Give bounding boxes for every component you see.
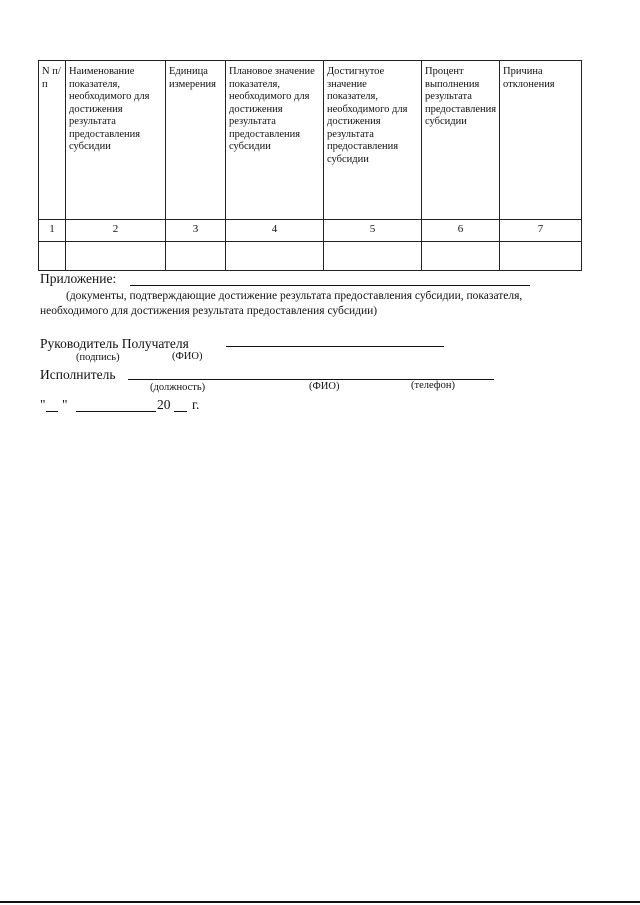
executor-fio-caption: (ФИО) [309,381,340,392]
table-cell [422,242,500,271]
header-cell-indicator-name: Наименование показателя, необходимого для достижения результата предоставления субсидии [66,61,166,220]
header-cell-unit: Единица измерения [166,61,226,220]
head-label: Руководитель Получателя [40,336,189,351]
date-quote-open: " [40,397,46,412]
appendix-fill-line [130,285,530,286]
column-number: 5 [324,220,422,242]
table-cell [166,242,226,271]
header-cell-reason: Причина отклонения [500,61,582,220]
appendix-note-line-1: (документы, подтверждающие достижение результата предоставления субсидии, показателя, [66,290,523,302]
column-number: 3 [166,220,226,242]
date-year-suffix: г. [192,397,200,412]
table-header-row [39,61,582,220]
column-number: 7 [500,220,582,242]
date-year-line [174,411,187,412]
page-bottom-border [0,901,640,903]
report-table [38,60,582,271]
executor-position-caption: (должность) [150,382,206,393]
column-number: 6 [422,220,500,242]
appendix-label: Приложение: [40,271,117,286]
date-year-prefix: 20 [157,397,171,412]
column-number: 1 [39,220,66,242]
table-cell [66,242,166,271]
date-quote-close: " [62,397,68,412]
header-cell-achieved-value: Достигнутое значение показателя, необходимого для достижения результата предоставления субсидии [324,61,422,220]
header-cell-percent: Процент выполнения результата предоставления субсидии [422,61,500,220]
column-number: 2 [66,220,166,242]
column-number: 4 [226,220,324,242]
appendix-note-line-2: необходимого для достижения результата предоставления субсидии) [40,305,378,317]
table-cell [500,242,582,271]
head-fio-caption: (ФИО) [172,351,203,362]
head-signature-line [226,346,444,347]
header-cell-planned-value: Плановое значение показателя, необходимого для достижения результата предоставления субсидии [226,61,324,220]
head-signature-caption: (подпись) [76,352,120,363]
table-column-numbers-row [39,220,582,242]
table-data-row [39,242,582,271]
date-month-line [76,411,156,412]
executor-label: Исполнитель [40,367,116,382]
executor-phone-caption: (телефон) [411,380,455,391]
date-day-line [46,411,58,412]
table-cell [324,242,422,271]
table-cell [226,242,324,271]
header-cell-number: N п/п [39,61,66,220]
table-cell [39,242,66,271]
